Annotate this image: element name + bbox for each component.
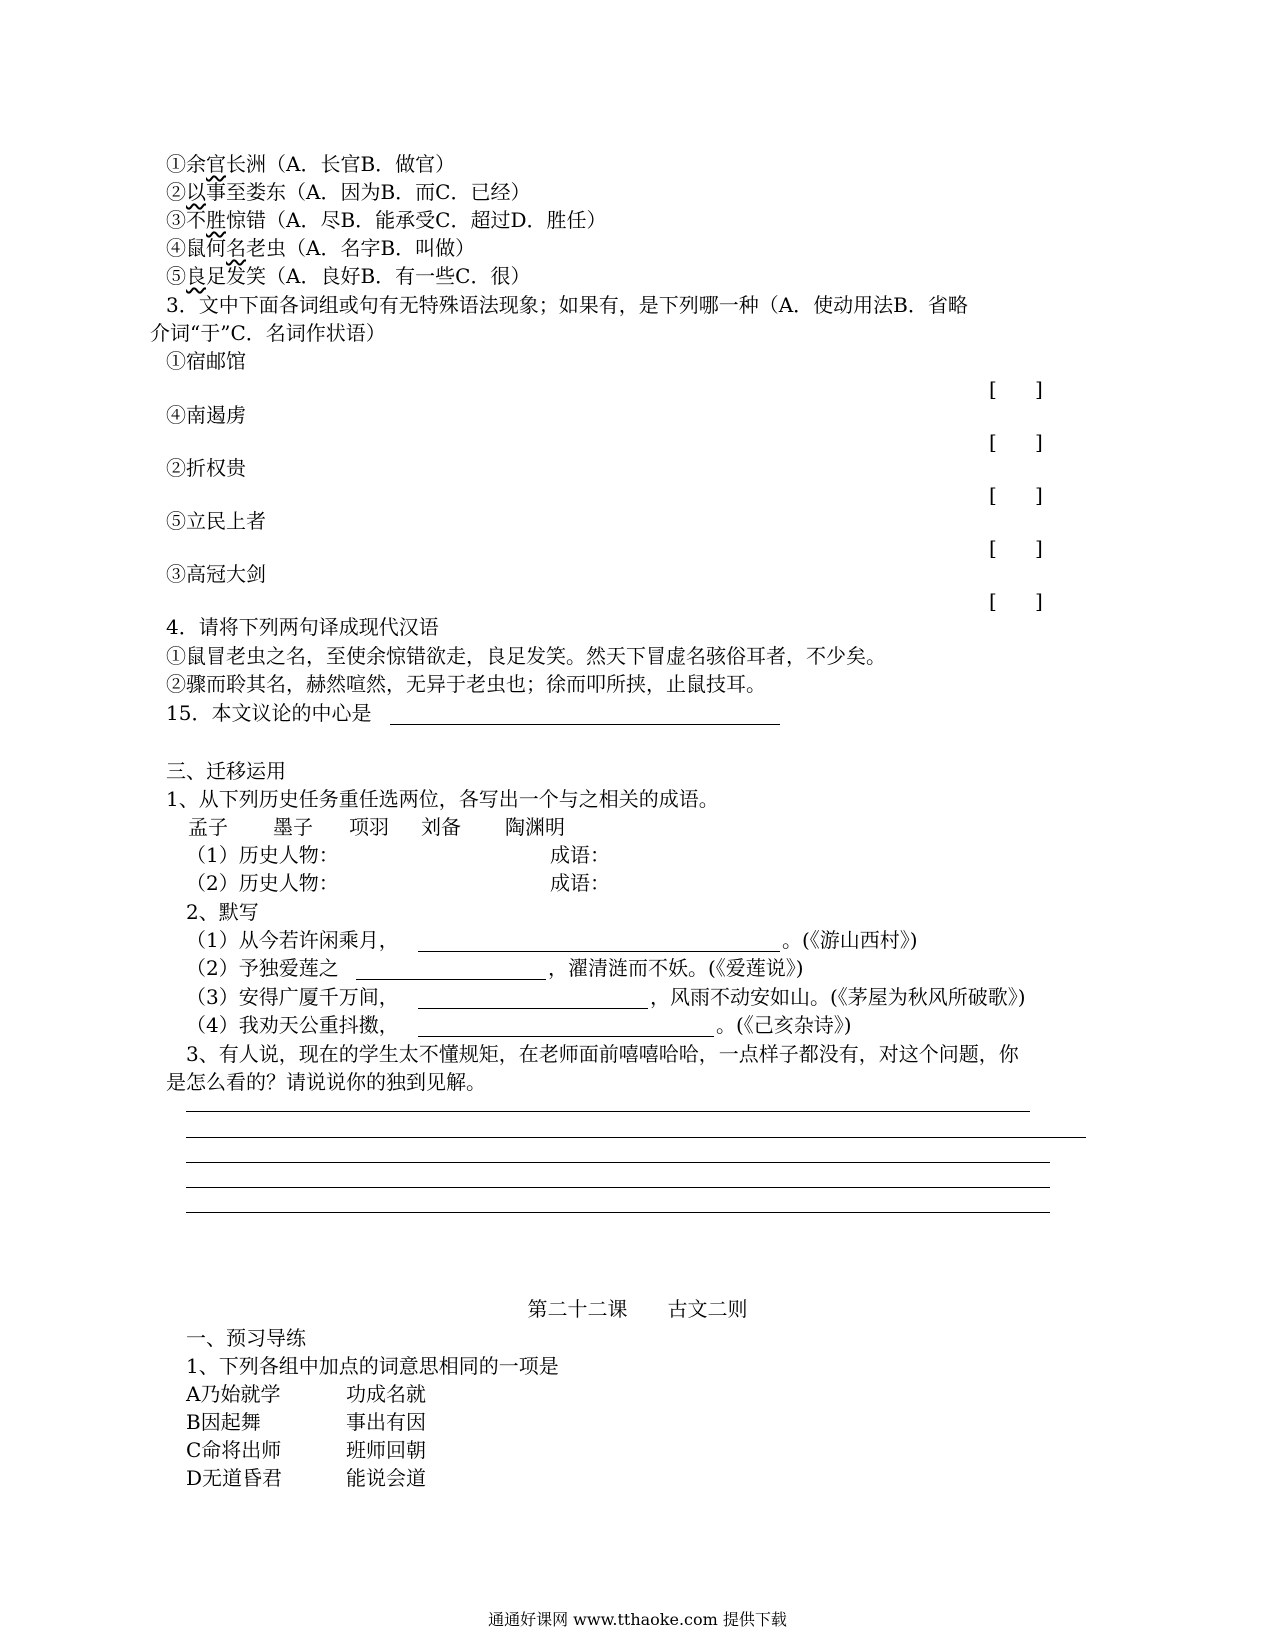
- lesson-heading: 一、预习导练: [186, 1326, 306, 1350]
- people-list: [188, 814, 565, 840]
- answer-bracket-4[interactable]: [ ]: [989, 536, 1043, 560]
- lesson-q1: 1、下列各组中加点的词意思相同的一项是: [186, 1354, 559, 1378]
- option-c: C命将出师 班师回朝: [186, 1438, 426, 1462]
- person-liubei: 刘备: [421, 815, 461, 839]
- answer-line-2[interactable]: [186, 1137, 1086, 1138]
- meaning-item-1: ①余官长洲（A．长官B．做官）: [166, 152, 456, 176]
- part3-q3-line1: 3、有人说，现在的学生太不懂规矩，在老师面前嘻嘻哈哈，一点样子都没有，对这个问题，你: [186, 1042, 1019, 1066]
- q15-prompt: 15．本文议论的中心是: [166, 701, 372, 725]
- dictation-4-a: （4）我劝天公重抖擞，: [186, 1013, 399, 1037]
- person-mozi: 墨子: [273, 815, 313, 839]
- footer-credit: 通通好课网 www.tthaoke.com 提供下载: [488, 1610, 787, 1629]
- dictation-3-b: ，风雨不动安如山。(《茅屋为秋风所破歌》): [650, 985, 1026, 1009]
- answer-line-5[interactable]: [186, 1212, 1050, 1213]
- option-d: D无道昏君 能说会道: [186, 1466, 426, 1490]
- row2-figure-label: （2）历史人物：: [186, 871, 339, 895]
- option-a: A乃始就学 功成名就: [186, 1382, 426, 1406]
- dictation-1-a: （1）从今若许闲乘月，: [186, 928, 399, 952]
- answer-line-3[interactable]: [186, 1162, 1050, 1163]
- meaning-item-3: ③不胜惊错（A．尽B．能承受C．超过D．胜任）: [166, 208, 607, 232]
- dictation-1-b: 。(《游山西村》): [782, 928, 918, 952]
- row1-idiom-label: 成语：: [550, 843, 610, 867]
- q3-line2: 介词“于”C．名词作状语）: [150, 321, 386, 345]
- row2-idiom-label: 成语：: [550, 871, 610, 895]
- q3-item-4: ⑤立民上者: [166, 509, 266, 533]
- meaning-item-5: ⑤良足发笑（A．良好B．有一些C．很）: [166, 264, 531, 288]
- dictation-4-blank[interactable]: [418, 1036, 714, 1037]
- dictation-4-b: 。(《己亥杂诗》): [716, 1013, 852, 1037]
- dictation-2-a: （2）予独爱莲之: [186, 956, 339, 980]
- q3-item-1: ①宿邮馆: [166, 349, 246, 373]
- meaning-item-2: ②以事至娄东（A．因为B．而C．已经）: [166, 180, 531, 204]
- person-mengzi: 孟子: [188, 815, 228, 839]
- answer-line-1[interactable]: [186, 1111, 1030, 1112]
- dictation-1-blank[interactable]: [418, 951, 780, 952]
- part3-q1: 1、从下列历史任务重任选两位，各写出一个与之相关的成语。: [166, 787, 719, 811]
- answer-bracket-5[interactable]: [ ]: [989, 589, 1043, 613]
- q15-answer-line[interactable]: [390, 724, 780, 725]
- answer-line-4[interactable]: [186, 1187, 1050, 1188]
- q3-item-3: ②折权贵: [166, 456, 246, 480]
- dictation-3-a: （3）安得广厦千万间，: [186, 985, 399, 1009]
- answer-bracket-2[interactable]: [ ]: [989, 430, 1043, 454]
- lesson-title: 第二十二课 古文二则: [527, 1297, 748, 1321]
- q3-item-5: ③高冠大剑: [166, 562, 266, 586]
- person-taoyuanming: 陶渊明: [505, 815, 565, 839]
- q4-sentence-2: ②骤而聆其名，赫然喧然，无异于老虫也；徐而叩所挟，止鼠技耳。: [166, 672, 766, 696]
- option-b: B因起舞 事出有因: [186, 1410, 426, 1434]
- dictation-2-b: ，濯清涟而不妖。(《爱莲说》): [548, 956, 804, 980]
- answer-bracket-1[interactable]: [ ]: [989, 377, 1043, 401]
- part3-heading: 三、迁移运用: [166, 759, 286, 783]
- dictation-3-blank[interactable]: [418, 1008, 648, 1009]
- answer-bracket-3[interactable]: [ ]: [989, 483, 1043, 507]
- q4-sentence-1: ①鼠冒老虫之名，至使余惊错欲走，良足发笑。然天下冒虚名骇俗耳者，不少矣。: [166, 644, 886, 668]
- q3-line1: 3．文中下面各词组或句有无特殊语法现象；如果有，是下列哪一种（A．使动用法B．省略: [166, 293, 968, 317]
- part3-q3-line2: 是怎么看的？请说说你的独到见解。: [166, 1070, 486, 1094]
- part3-q2: 2、默写: [186, 900, 259, 924]
- meaning-item-4: ④鼠何名老虫（A．名字B．叫做）: [166, 236, 476, 260]
- dictation-2-blank[interactable]: [356, 979, 546, 980]
- q3-item-2: ④南遏虏: [166, 403, 246, 427]
- q4-title: 4．请将下列两句译成现代汉语: [166, 615, 439, 639]
- row1-figure-label: （1）历史人物：: [186, 843, 339, 867]
- person-xiangyu: 项羽: [349, 815, 389, 839]
